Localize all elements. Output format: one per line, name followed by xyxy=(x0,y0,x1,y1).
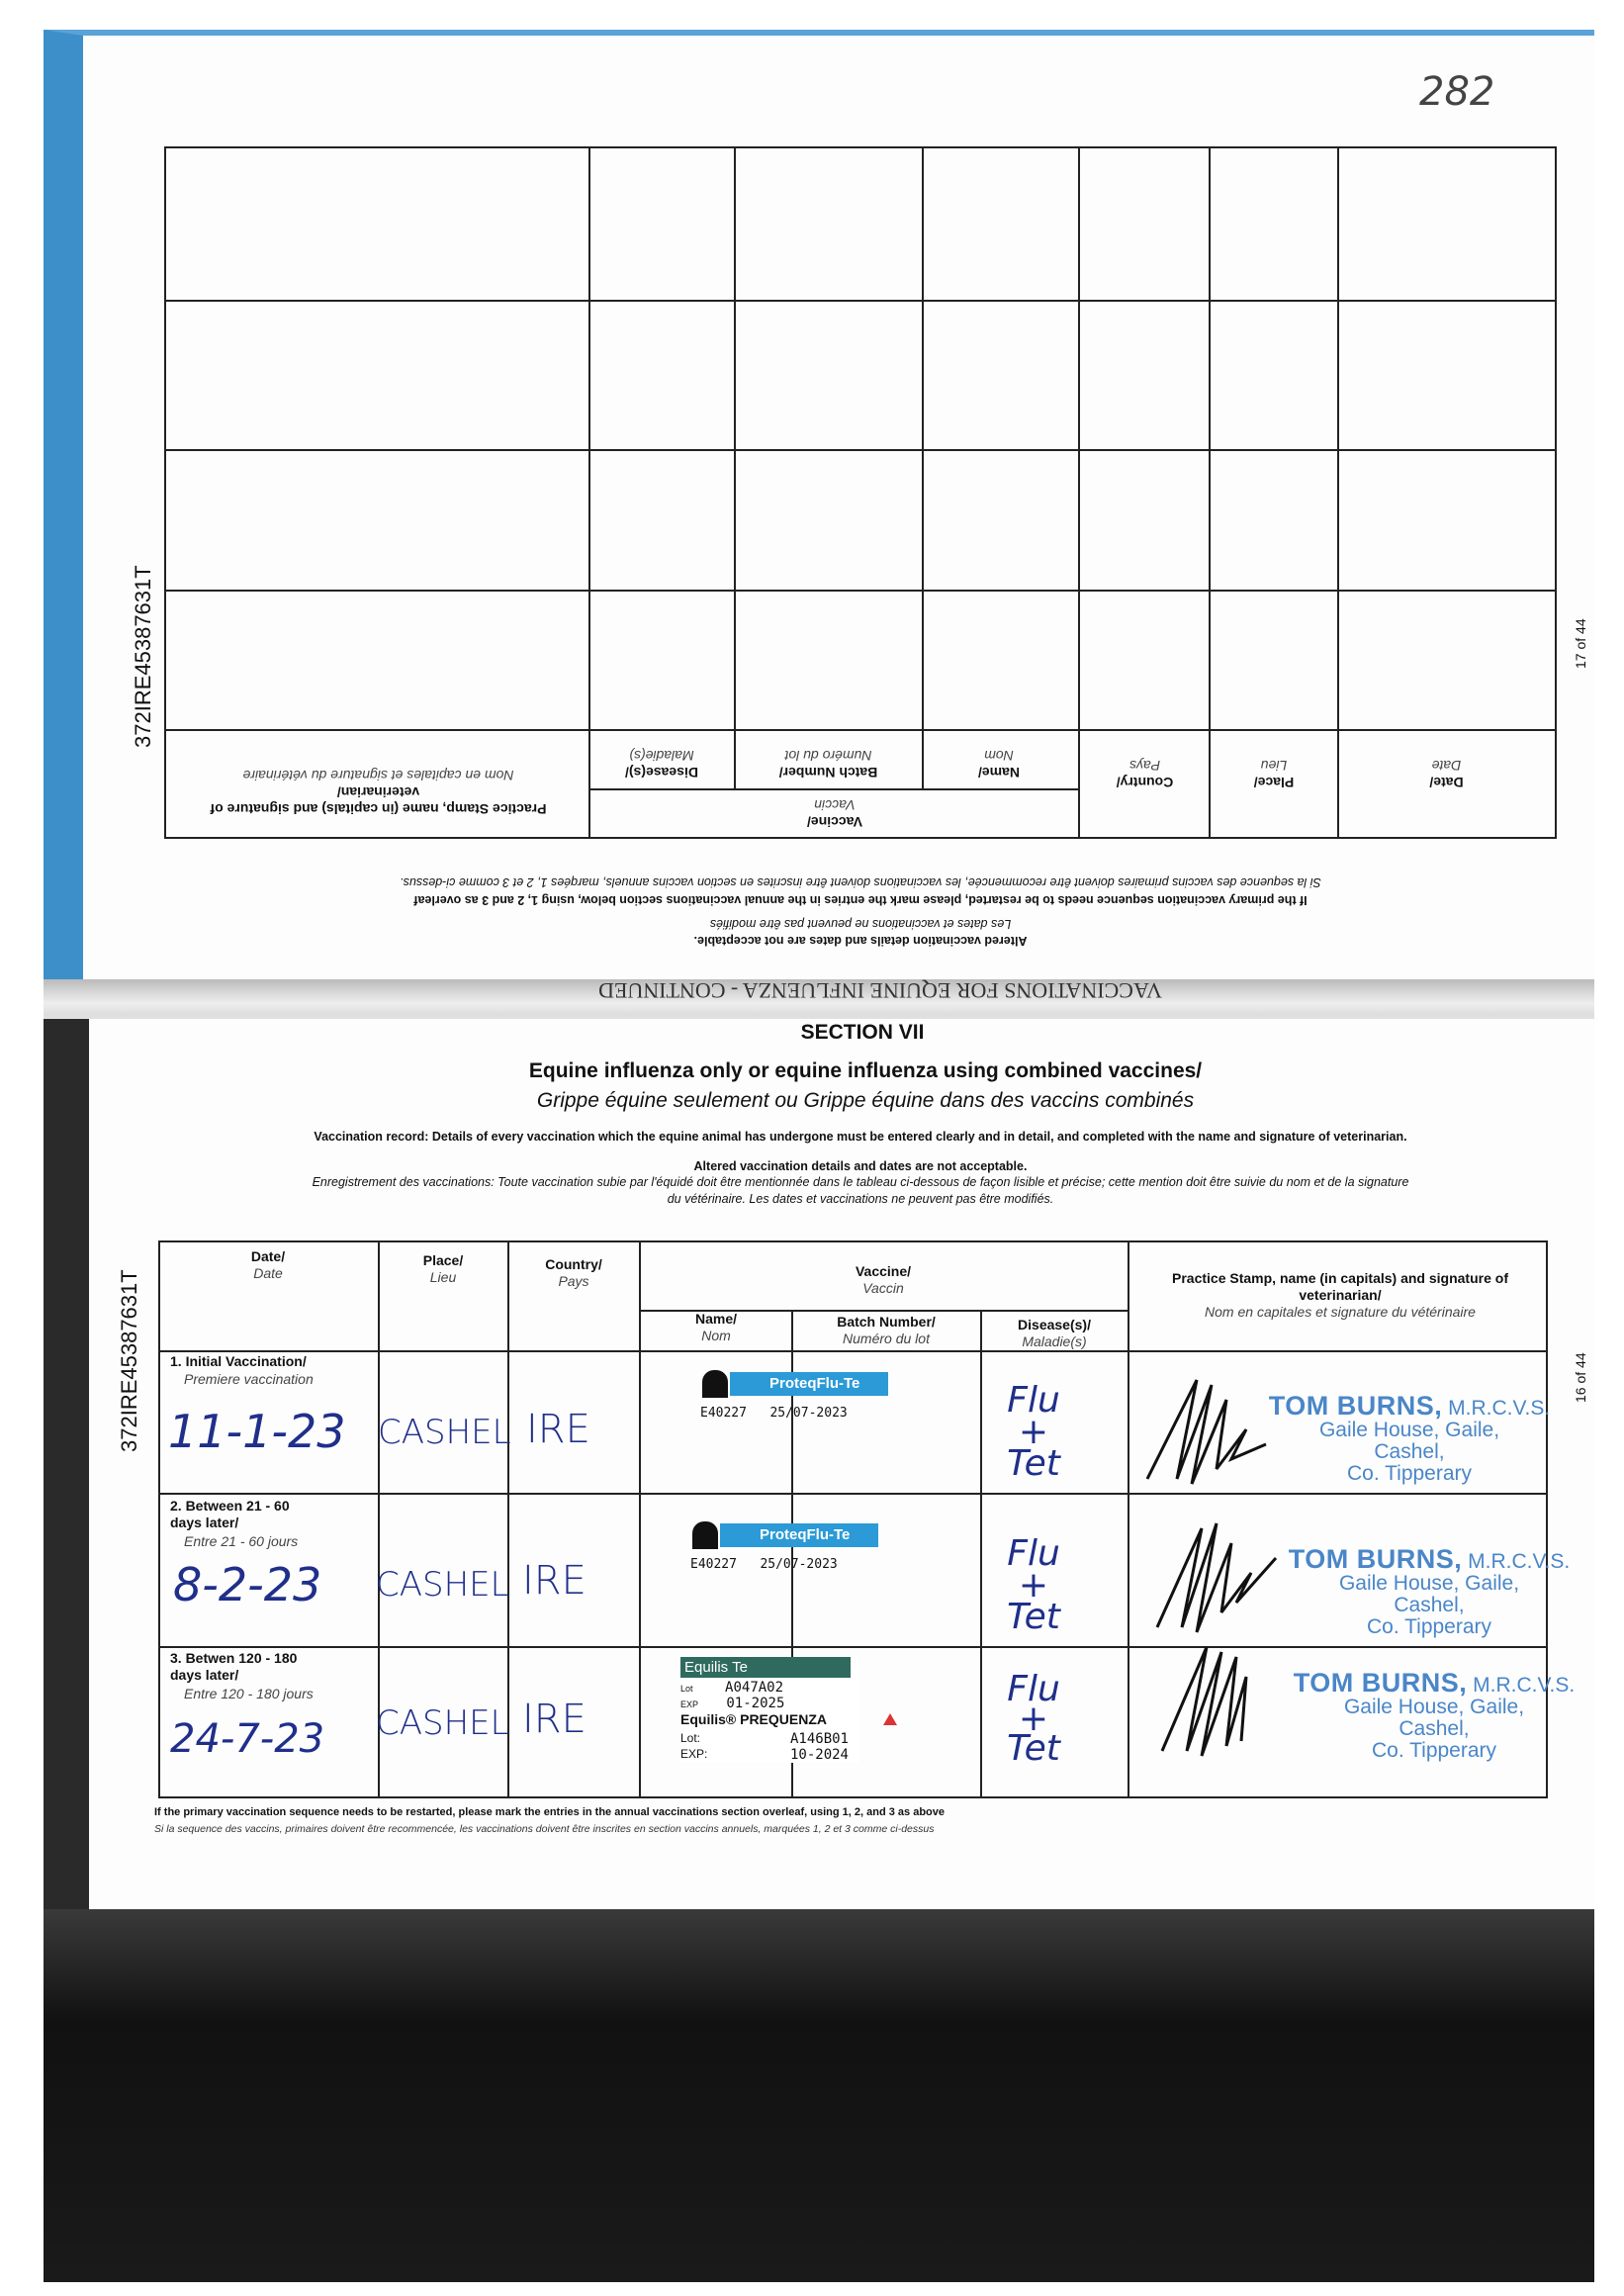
vaccination-date: 24-7-23 xyxy=(170,1716,325,1762)
stamp-address-3: Co. Tipperary xyxy=(1346,1462,1473,1485)
stamp-address-3: Co. Tipperary xyxy=(1371,1739,1497,1762)
vet-qualification: M.R.C.V.S. xyxy=(1468,1550,1571,1573)
footer-note-fr: Si la sequence des vaccins, primaires doivent être recommencée, les vaccinations doivent être inscrites en section vaccins annuels, marquées 1, 2 et 3 comme ci-dessus xyxy=(154,1823,935,1835)
record-instructions-fr: Enregistrement des vaccinations: Toute vaccination subie par l'équidé doit être mentionnée dans le tableau ci-dessous de façon lisible et précise; cette mention doit être suivie du nom et de la signature xyxy=(312,1175,1409,1189)
disease-2: Tet xyxy=(1007,1443,1060,1484)
disease-1: Flu xyxy=(1007,1533,1060,1574)
header-stamp: Practice Stamp, name (in capitals) and signature of veterinarian/ xyxy=(210,784,547,817)
section-title: SECTION VII xyxy=(800,1021,925,1044)
page-title: Equine influenza only or equine influenza using combined vaccines/ xyxy=(528,1059,1203,1082)
document-id: 372IRE45387631T xyxy=(117,1269,141,1452)
header-batch-fr: Numéro du lot xyxy=(784,748,872,764)
row-label-fr: Entre 120 - 180 jours xyxy=(184,1686,314,1701)
header-vaccine-fr: Vaccin xyxy=(814,797,856,813)
vet-name: TOM BURNS, xyxy=(1288,1544,1463,1574)
scan-shadow xyxy=(44,1019,89,1909)
altered-note: Altered vaccination details and dates are not acceptable. xyxy=(693,934,1028,948)
stamp-address-1: Gaile House, Gaile, xyxy=(1343,1696,1525,1718)
disease-entry xyxy=(999,1669,1068,1769)
disease-plus: + xyxy=(1018,1412,1049,1452)
stamp-address-2: Cashel, xyxy=(1394,1594,1465,1616)
practice-stamp xyxy=(1281,1544,1578,1638)
header-vaccine-fr: Vaccin xyxy=(862,1280,904,1296)
sticker-brand: Equilis Te xyxy=(680,1657,851,1678)
restart-note: If the primary vaccination sequence needs to be restarted, please mark the entries in the annual vaccinations section below, using 1, 2 and 3 as overleaf xyxy=(413,893,1308,907)
header-batch: Batch Number/ xyxy=(837,1314,936,1330)
vaccination-place: CASHEL xyxy=(378,1413,511,1452)
vaccination-country: IRE xyxy=(522,1697,586,1742)
practice-stamp xyxy=(1261,1391,1558,1485)
disease-plus: + xyxy=(1018,1565,1049,1606)
header-name: Name/ xyxy=(977,765,1021,781)
header-batch-fr: Numéro du lot xyxy=(843,1331,930,1346)
batch-lot-2: A146B01 xyxy=(789,1731,849,1747)
vet-name: TOM BURNS, xyxy=(1293,1668,1468,1698)
scan-background xyxy=(44,1909,1594,2282)
document-id: 372IRE45387631T xyxy=(131,565,155,748)
altered-note-fr: Les dates et vaccinations ne peuvent pas être modifiés xyxy=(709,917,1012,931)
stamp-address-1: Gaile House, Gaile, xyxy=(1318,1419,1500,1441)
upper-page xyxy=(44,30,1594,1014)
footer-note: If the primary vaccination sequence needs to be restarted, please mark the entries in the annual vaccinations section overleaf, using 1, 2, and 3 as above xyxy=(154,1806,946,1818)
header-disease: Disease(s)/ xyxy=(625,765,698,781)
record-instructions: Vaccination record: Details of every vaccination which the equine animal has undergone must be entered clearly and in detail, and completed with the name and signature of veterinarian. xyxy=(314,1130,1407,1144)
page-label: 17 of 44 xyxy=(1573,618,1588,669)
exp-label-2: EXP: xyxy=(680,1747,708,1761)
page-subtitle: Grippe équine seulement ou Grippe équine dans des vaccins combinés xyxy=(536,1089,1195,1112)
upper-heading: VACCINATIONS FOR EQUINE INFLUENZA - CONTINUED xyxy=(598,978,1162,1003)
header-country-fr: Pays xyxy=(558,1273,589,1289)
page-label: 16 of 44 xyxy=(1573,1352,1588,1403)
vet-qualification: M.R.C.V.S. xyxy=(1448,1397,1551,1420)
disease-2: Tet xyxy=(1007,1597,1060,1637)
header-place-fr: Lieu xyxy=(429,1269,457,1285)
disease-2: Tet xyxy=(1007,1728,1060,1769)
sticker-brand: ProteqFlu-Te xyxy=(720,1523,878,1547)
lot-label-2: Lot: xyxy=(680,1731,701,1745)
record-altered-note: Altered vaccination details and dates are not acceptable. xyxy=(693,1159,1028,1173)
header-place: Place/ xyxy=(422,1252,464,1268)
vaccination-country: IRE xyxy=(522,1558,586,1604)
header-batch: Batch Number/ xyxy=(778,765,878,781)
disease-1: Flu xyxy=(1007,1669,1060,1709)
vaccine-sticker xyxy=(680,1657,858,1763)
header-disease-fr: Maladie(s) xyxy=(629,748,694,764)
batch-expiry: 25/07-2023 xyxy=(760,1557,838,1572)
sticker-brand: ProteqFlu-Te xyxy=(730,1372,888,1396)
header-place-fr: Lieu xyxy=(1260,758,1288,774)
header-disease: Disease(s)/ xyxy=(1018,1317,1091,1332)
vet-name: TOM BURNS, xyxy=(1268,1391,1443,1421)
batch-lot: A047A02 xyxy=(725,1680,784,1696)
header-stamp-fr: Nom en capitales et signature du vétérinaire xyxy=(1205,1304,1476,1320)
header-disease-fr: Maladie(s) xyxy=(1022,1333,1087,1349)
vaccination-place: CASHEL xyxy=(376,1565,509,1605)
batch-expiry: 01-2025 xyxy=(726,1696,785,1711)
header-name: Name/ xyxy=(694,1311,738,1327)
handwritten-page-number: 282 xyxy=(1419,69,1495,115)
disease-entry xyxy=(999,1380,1068,1484)
vet-qualification: M.R.C.V.S. xyxy=(1473,1674,1576,1697)
header-vaccine: Vaccine/ xyxy=(806,814,863,830)
header-stamp-fr: Nom en capitales et signature du vétérinaire xyxy=(242,768,514,783)
batch-expiry: 25/07-2023 xyxy=(769,1406,848,1421)
vaccination-date: 8-2-23 xyxy=(173,1558,322,1611)
header-name-fr: Nom xyxy=(984,748,1014,764)
disease-plus: + xyxy=(1018,1699,1049,1739)
row-label: 1. Initial Vaccination/ xyxy=(170,1353,307,1369)
row-label-fr: Entre 21 - 60 jours xyxy=(184,1533,299,1549)
lot-label: Lot xyxy=(680,1684,693,1694)
header-date: Date/ xyxy=(1429,775,1464,790)
header-date: Date/ xyxy=(250,1248,286,1264)
row-label-fr: Premiere vaccination xyxy=(184,1371,314,1387)
vaccination-country: IRE xyxy=(526,1407,590,1452)
header-place: Place/ xyxy=(1253,775,1295,790)
record-instructions-fr-2: du vétérinaire. Les dates et vaccinations ne peuvent pas être modifiés. xyxy=(667,1192,1054,1206)
vaccination-place: CASHEL xyxy=(376,1703,509,1743)
header-country: Country/ xyxy=(545,1256,602,1272)
header-stamp: Practice Stamp, name (in capitals) and signature of veterinarian/ xyxy=(1172,1270,1508,1303)
header-name-fr: Nom xyxy=(701,1328,731,1343)
header-date-fr: Date xyxy=(1431,758,1462,774)
row-label: 3. Betwen 120 - 180 days later/ xyxy=(170,1650,298,1683)
header-country-fr: Pays xyxy=(1128,758,1161,774)
header-country: Country/ xyxy=(1116,775,1174,790)
header-vaccine: Vaccine/ xyxy=(855,1263,912,1279)
stamp-address-2: Cashel, xyxy=(1374,1440,1445,1463)
disease-1: Flu xyxy=(1007,1380,1060,1421)
disease-entry xyxy=(999,1533,1068,1637)
stamp-address-3: Co. Tipperary xyxy=(1366,1615,1492,1638)
row-label: 2. Between 21 - 60 days later/ xyxy=(170,1498,290,1530)
stamp-address-2: Cashel, xyxy=(1398,1717,1470,1740)
exp-label: EXP xyxy=(680,1699,698,1709)
vaccine-sticker xyxy=(692,1370,890,1421)
practice-stamp xyxy=(1286,1668,1582,1762)
red-mark xyxy=(883,1713,897,1725)
sticker-brand-2: Equilis® PREQUENZA xyxy=(680,1711,827,1727)
header-date-fr: Date xyxy=(253,1265,283,1281)
batch-lot: E40227 xyxy=(700,1406,747,1421)
vaccine-sticker xyxy=(682,1521,880,1572)
batch-expiry-2: 10-2024 xyxy=(789,1747,849,1763)
restart-note-fr: Si la sequence des vaccins primaires doivent être recommencée, les vaccinations doivent être inscrites en section vaccins annuels, marqées 1, 2 et 3 comme ci-dessus. xyxy=(400,875,1321,889)
stamp-address-1: Gaile House, Gaile, xyxy=(1338,1572,1520,1595)
vaccination-date: 11-1-23 xyxy=(168,1405,346,1458)
batch-lot: E40227 xyxy=(690,1557,737,1572)
